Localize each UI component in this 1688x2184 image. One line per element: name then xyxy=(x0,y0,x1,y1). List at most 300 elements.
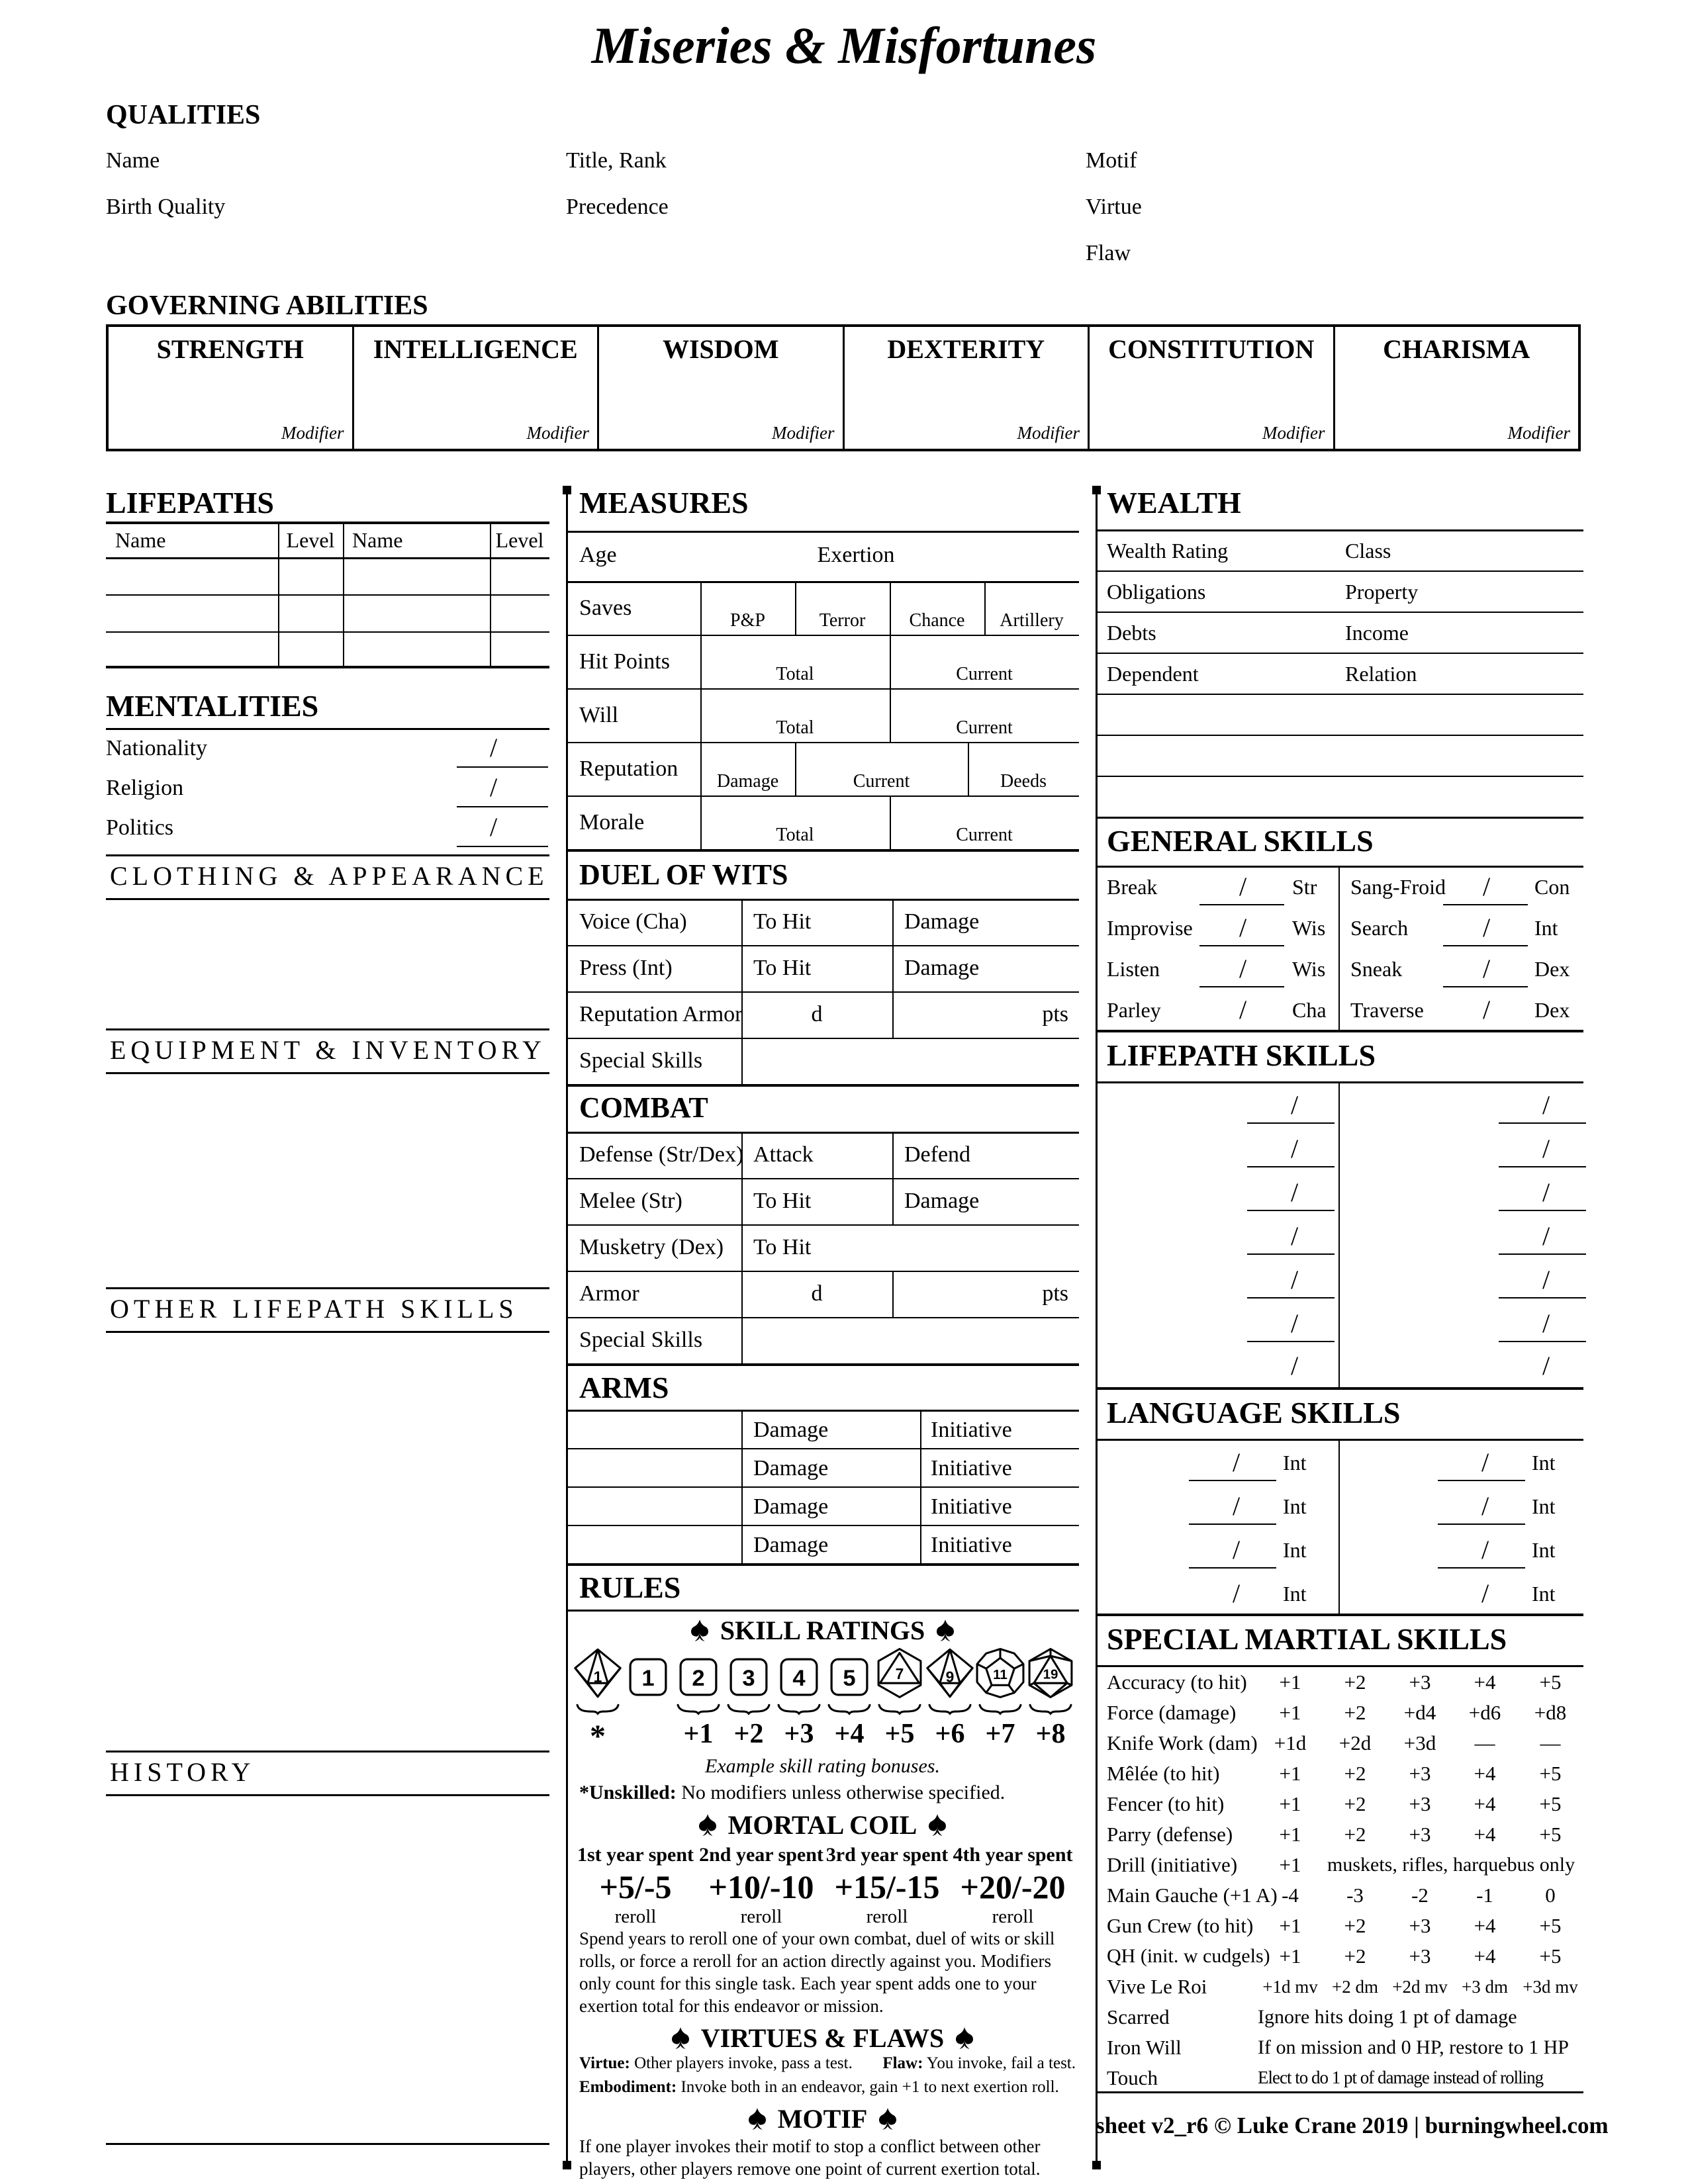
ability-cell-intelligence xyxy=(354,327,600,449)
divider xyxy=(566,796,1079,797)
page-title: Miseries & Misfortunes xyxy=(591,17,1097,74)
divider xyxy=(1096,776,1583,777)
will-total-label: Total xyxy=(776,717,814,738)
press-damage-label: Damage xyxy=(904,956,980,980)
lifepath-skill-slash: / xyxy=(1291,1351,1299,1381)
defense-label: Defense (Str/Dex) xyxy=(579,1142,744,1167)
skill-value: +4 xyxy=(1474,1944,1496,1968)
divider xyxy=(1096,1030,1583,1032)
language-abbr: Int xyxy=(1283,1451,1307,1475)
voice-tohit-label: To Hit xyxy=(753,909,812,934)
scarred-label: Scarred xyxy=(1107,2005,1170,2028)
clothing-appearance-heading: CLOTHING & APPEARANCE xyxy=(110,861,549,891)
brace-slot xyxy=(975,1701,1025,1717)
gun-crew-label: Gun Crew (to hit) xyxy=(1107,1914,1254,1937)
fill-line xyxy=(1189,1567,1276,1569)
fill-line xyxy=(457,806,548,807)
press-label: Press (Int) xyxy=(579,956,673,980)
die-slot xyxy=(774,1647,824,1698)
lifepath-skill-slash: / xyxy=(1291,1221,1299,1251)
language-abbr: Int xyxy=(1532,1538,1556,1562)
fill-line xyxy=(1499,1297,1586,1298)
square-rating-icon xyxy=(627,1656,669,1698)
fill-line xyxy=(1443,945,1528,946)
mortal-coil-col-3 xyxy=(824,1844,950,1928)
lifepath-skill-slash: / xyxy=(1542,1351,1550,1381)
divider xyxy=(106,1751,549,1752)
language-abbr: Int xyxy=(1283,1538,1307,1562)
general-skills-heading: GENERAL SKILLS xyxy=(1107,824,1374,858)
divider xyxy=(106,1794,549,1796)
die-slot xyxy=(874,1647,925,1698)
die-slot xyxy=(925,1647,975,1698)
flaw-note: Flaw: You invoke, fail a test. xyxy=(882,2054,1076,2072)
lifepath-skill-slash: / xyxy=(1542,1308,1550,1338)
improvise-abbr: Wis xyxy=(1292,916,1326,940)
wealth-rating-label: Wealth Rating xyxy=(1107,539,1229,563)
skill-ratings-caption: Example skill rating bonuses. xyxy=(705,1755,940,1777)
language-slash: / xyxy=(1233,1491,1241,1521)
underbrace-icon xyxy=(727,1702,771,1717)
brace-slot xyxy=(573,1701,623,1717)
lifepaths-col-name: Name xyxy=(352,528,403,552)
rep-damage-label: Damage xyxy=(716,771,779,792)
skill-value: +4 xyxy=(1474,1792,1496,1815)
die-slot xyxy=(1025,1647,1076,1698)
relation-label: Relation xyxy=(1345,662,1417,686)
arms-damage-label: Damage xyxy=(753,1533,829,1557)
skill-value: +1 xyxy=(1279,1762,1301,1785)
duel-of-wits-heading: DUEL OF WITS xyxy=(579,858,788,891)
fleuron-icon xyxy=(927,1814,947,1837)
reroll-label: reroll xyxy=(614,1906,657,1927)
mentalities-heading: MENTALITIES xyxy=(106,689,319,723)
traverse-label: Traverse xyxy=(1350,998,1424,1022)
rep-current-label: Current xyxy=(853,771,910,792)
modifier-label: Modifier xyxy=(1507,423,1570,443)
svg-text:3: 3 xyxy=(742,1665,755,1691)
lifepath-skill-slash: / xyxy=(1291,1177,1299,1207)
skill-value: +4 xyxy=(1474,1914,1496,1937)
fleuron-icon xyxy=(878,2108,898,2130)
year-label: 3rd year spent xyxy=(825,1844,949,1866)
divider xyxy=(566,1084,1079,1087)
ability-name: WISDOM xyxy=(662,334,779,364)
fill-line xyxy=(1499,1166,1586,1167)
divider xyxy=(566,849,1079,852)
language-slash: / xyxy=(1233,1535,1241,1565)
divider xyxy=(106,522,549,524)
divider xyxy=(106,728,549,730)
divider xyxy=(1096,1614,1583,1616)
divider xyxy=(566,1271,1079,1272)
divider xyxy=(566,945,1079,946)
skill-value: +1 xyxy=(1279,1792,1301,1815)
ability-name: STRENGTH xyxy=(156,334,304,364)
skill-value: +d4 xyxy=(1403,1701,1436,1724)
nationality-label: Nationality xyxy=(106,736,207,760)
divider xyxy=(566,1132,1079,1134)
skill-slash: / xyxy=(1483,872,1491,901)
main-gauche-label: Main Gauche (+1 A) xyxy=(1107,1884,1278,1907)
lifepaths-heading: LIFEPATHS xyxy=(106,486,274,520)
divider xyxy=(1096,2091,1583,2093)
drill-label: Drill (initiative) xyxy=(1107,1853,1238,1876)
divider xyxy=(1096,817,1583,819)
language-slash: / xyxy=(1233,1578,1241,1608)
ability-cell-constitution xyxy=(1090,327,1335,449)
other-lifepath-skills-heading: OTHER LIFEPATH SKILLS xyxy=(110,1294,518,1324)
dow-special-skills-label: Special Skills xyxy=(579,1048,703,1073)
divider xyxy=(106,898,549,900)
skill-slash: / xyxy=(1239,872,1247,901)
square-rating-icon xyxy=(778,1656,820,1698)
skill-value: +3 xyxy=(1409,1823,1431,1846)
parley-label: Parley xyxy=(1107,998,1161,1022)
divider xyxy=(106,557,549,559)
divider xyxy=(566,1178,1079,1179)
fill-line xyxy=(1189,1524,1276,1525)
voice-damage-label: Damage xyxy=(904,909,980,934)
ability-name: CHARISMA xyxy=(1383,334,1530,364)
brace-slot xyxy=(925,1701,975,1717)
language-abbr: Int xyxy=(1532,1494,1556,1518)
divider-terminal xyxy=(1092,2161,1101,2169)
skill-slash: / xyxy=(1239,954,1247,983)
skill-value: -4 xyxy=(1282,1884,1299,1907)
skill-value: +1 xyxy=(1279,1914,1301,1937)
lifepath-skill-slash: / xyxy=(1542,1221,1550,1251)
fleuron-icon xyxy=(935,1619,955,1642)
svg-text:5: 5 xyxy=(843,1665,856,1691)
divider xyxy=(106,666,549,668)
divider xyxy=(566,1410,1079,1412)
governing-abilities-table xyxy=(106,324,1581,451)
svg-text:1: 1 xyxy=(641,1665,655,1691)
fill-line xyxy=(457,766,548,768)
underbrace-icon xyxy=(878,1702,921,1717)
language-slash: / xyxy=(1481,1447,1489,1477)
fill-line xyxy=(1438,1524,1525,1525)
mortal-coil-col-1 xyxy=(573,1844,698,1928)
fill-line xyxy=(1438,1567,1525,1569)
divider xyxy=(566,1224,1079,1226)
underbrace-icon xyxy=(677,1702,720,1717)
fill-line xyxy=(1247,1253,1335,1255)
title-rank-label: Title, Rank xyxy=(566,148,667,173)
melee-special-label: Mêlée (to hit) xyxy=(1107,1762,1220,1785)
skill-value: +d6 xyxy=(1468,1701,1501,1724)
fill-line xyxy=(1499,1210,1586,1211)
property-label: Property xyxy=(1345,580,1419,604)
fleuron-icon xyxy=(671,2027,690,2050)
brace-slot xyxy=(824,1701,874,1717)
fill-line xyxy=(1247,1122,1335,1124)
d10-die-icon xyxy=(925,1648,975,1698)
skill-slash: / xyxy=(1483,954,1491,983)
knife-work-label: Knife Work (dam) xyxy=(1107,1731,1258,1754)
fill-line xyxy=(1499,1253,1586,1255)
divider xyxy=(566,1363,1079,1366)
fencer-label: Fencer (to hit) xyxy=(1107,1792,1225,1815)
musketry-tohit-label: To Hit xyxy=(753,1235,812,1259)
melee-tohit-label: To Hit xyxy=(753,1189,812,1213)
divider xyxy=(1096,735,1583,736)
mortal-coil-col-4 xyxy=(950,1844,1076,1928)
armor-d-label: d xyxy=(811,1281,823,1306)
religion-label: Religion xyxy=(106,776,184,800)
name-label: Name xyxy=(106,148,160,173)
morale-total-label: Total xyxy=(776,825,814,845)
listen-label: Listen xyxy=(1107,957,1160,981)
divider xyxy=(566,1563,1079,1566)
year-label: 1st year spent xyxy=(577,1844,694,1866)
politics-label: Politics xyxy=(106,815,174,840)
lifepaths-table xyxy=(106,522,549,668)
skill-value: -2 xyxy=(1411,1884,1429,1907)
defense-attack-label: Attack xyxy=(753,1142,814,1167)
underbrace-icon xyxy=(827,1702,871,1717)
reputation-label: Reputation xyxy=(579,756,679,781)
fill-line xyxy=(1247,1166,1335,1167)
bonus-unskilled: * xyxy=(590,1719,606,1754)
press-tohit-label: To Hit xyxy=(753,956,812,980)
skill-value: +3d xyxy=(1403,1731,1436,1754)
qualities-heading: QUALITIES xyxy=(106,100,261,130)
d12-die-icon xyxy=(975,1648,1025,1698)
divider xyxy=(106,1028,549,1030)
brace-slot xyxy=(874,1701,925,1717)
svg-text:1: 1 xyxy=(593,1668,602,1686)
skill-value: 0 xyxy=(1545,1884,1556,1907)
die-slot xyxy=(573,1647,623,1698)
drill-note: muskets, rifles, harquebus only xyxy=(1327,1854,1575,1876)
break-abbr: Str xyxy=(1292,875,1317,899)
underbrace-icon xyxy=(978,1702,1022,1717)
wealth-heading: WEALTH xyxy=(1107,486,1241,520)
skill-value: +5 xyxy=(1539,1914,1562,1937)
skill-value: +2 xyxy=(1344,1914,1366,1937)
bonus-label: +8 xyxy=(1035,1719,1066,1749)
skill-slash: / xyxy=(1239,913,1247,942)
governing-abilities-heading: GOVERNING ABILITIES xyxy=(106,291,428,321)
fleuron-icon xyxy=(698,1814,718,1837)
modifier-label: Modifier xyxy=(1262,423,1325,443)
fill-line xyxy=(1499,1341,1586,1342)
bonus-label: +5 xyxy=(884,1719,915,1749)
divider xyxy=(1338,1081,1340,1387)
age-label: Age xyxy=(579,543,617,567)
divider xyxy=(1096,612,1583,613)
morale-label: Morale xyxy=(579,810,645,835)
fill-line xyxy=(1247,1210,1335,1211)
skill-slash: / xyxy=(1483,995,1491,1024)
skill-value: +3 xyxy=(1409,1944,1431,1968)
divider xyxy=(106,2143,549,2145)
combat-heading: COMBAT xyxy=(579,1091,708,1124)
search-label: Search xyxy=(1350,916,1409,940)
language-slash: / xyxy=(1481,1535,1489,1565)
embodiment-note: Embodiment: Invoke both in an endeavor, gain +1 to next exertion roll. xyxy=(579,2078,1059,2096)
mortal-coil-heading-row xyxy=(566,1809,1079,1841)
year-label: 4th year spent xyxy=(953,1844,1073,1866)
sneak-abbr: Dex xyxy=(1534,957,1570,981)
obligations-label: Obligations xyxy=(1107,580,1206,604)
modifier-label: Modifier xyxy=(772,423,835,443)
divider xyxy=(106,854,549,856)
debts-label: Debts xyxy=(1107,621,1156,645)
touch-note: Elect to do 1 pt of damage instead of rolling xyxy=(1258,2068,1544,2087)
skill-value: +2 xyxy=(1344,1823,1366,1846)
qh-label: QH (init. w cudgels) xyxy=(1107,1945,1270,1967)
lifepaths-col-level: Level xyxy=(495,528,544,552)
divider xyxy=(106,1287,549,1289)
fill-line xyxy=(1438,1480,1525,1481)
skill-value: +4 xyxy=(1474,1670,1496,1694)
saves-artillery-label: Artillery xyxy=(1000,610,1064,631)
divider xyxy=(1338,866,1340,1030)
brace-slot xyxy=(724,1701,774,1717)
break-label: Break xyxy=(1107,875,1158,899)
virtues-flaws-heading: VIRTUES & FLAWS xyxy=(700,2023,945,2053)
skill-value: +5 xyxy=(1539,1670,1562,1694)
skill-slash: / xyxy=(1483,913,1491,942)
svg-text:9: 9 xyxy=(945,1668,955,1686)
lifepath-skill-slash: / xyxy=(1291,1265,1299,1295)
skill-value: +2d mv xyxy=(1392,1977,1448,1997)
skill-value: +3 dm xyxy=(1462,1977,1508,1997)
divider xyxy=(1338,1439,1340,1614)
parley-abbr: Cha xyxy=(1292,998,1327,1022)
square-rating-icon xyxy=(828,1656,870,1698)
bonus-label: +1 xyxy=(683,1719,714,1749)
fill-line xyxy=(457,846,548,847)
skill-value: +3d mv xyxy=(1523,1977,1578,1997)
arms-damage-label: Damage xyxy=(753,1418,829,1442)
svg-text:7: 7 xyxy=(895,1665,904,1683)
history-heading: HISTORY xyxy=(110,1757,256,1787)
fill-line xyxy=(1189,1480,1276,1481)
rep-armor-d-label: d xyxy=(811,1002,823,1026)
square-rating-icon xyxy=(677,1656,720,1698)
iron-will-note: If on mission and 0 HP, restore to 1 HP xyxy=(1258,2036,1569,2058)
motif-label: Motif xyxy=(1086,148,1137,173)
skill-value: +2 xyxy=(1344,1670,1366,1694)
virtues-flaws-heading-row xyxy=(566,2023,1079,2054)
lifepath-skill-slash: / xyxy=(1542,1265,1550,1295)
improvise-label: Improvise xyxy=(1107,916,1193,940)
svg-text:2: 2 xyxy=(692,1665,705,1691)
lifepath-skill-slash: / xyxy=(1291,1308,1299,1338)
skill-value: +2 dm xyxy=(1332,1977,1378,1997)
flaw-label: Flaw xyxy=(1086,241,1131,265)
sang-froid-abbr: Con xyxy=(1534,875,1570,899)
year-value: +20/-20 xyxy=(960,1868,1066,1905)
die-slot xyxy=(673,1647,724,1698)
divider xyxy=(106,631,549,633)
class-label: Class xyxy=(1345,539,1391,563)
will-label: Will xyxy=(579,703,619,727)
rules-heading: RULES xyxy=(579,1570,681,1604)
fill-line xyxy=(1499,1122,1586,1124)
fill-line xyxy=(1247,1341,1335,1342)
saves-terror-label: Terror xyxy=(819,610,866,631)
underbrace-icon xyxy=(928,1702,972,1717)
svg-text:19: 19 xyxy=(1043,1666,1058,1682)
skill-ratings-heading-row xyxy=(566,1615,1079,1646)
bonus-label: +3 xyxy=(784,1719,814,1749)
virtue-flaw-line xyxy=(579,2054,1076,2073)
melee-damage-label: Damage xyxy=(904,1189,980,1213)
skill-value: +5 xyxy=(1539,1792,1562,1815)
ability-cell-strength xyxy=(109,327,354,449)
bonus-label: +7 xyxy=(985,1719,1015,1749)
bonus-empty xyxy=(623,1718,673,1754)
divider xyxy=(1096,1387,1583,1390)
precedence-label: Precedence xyxy=(566,195,669,219)
underbrace-icon xyxy=(1029,1702,1072,1717)
modifier-label: Modifier xyxy=(526,423,589,443)
hp-current-label: Current xyxy=(956,664,1013,684)
underbrace-icon xyxy=(777,1702,821,1717)
reroll-label: reroll xyxy=(740,1906,782,1927)
divider xyxy=(566,742,1079,743)
reroll-label: reroll xyxy=(992,1906,1034,1927)
lifepath-skills-heading: LIFEPATH SKILLS xyxy=(1107,1038,1376,1072)
hp-total-label: Total xyxy=(776,664,814,684)
politics-slash: / xyxy=(490,812,498,842)
force-label: Force (damage) xyxy=(1107,1701,1237,1724)
iron-will-label: Iron Will xyxy=(1107,2036,1182,2059)
brace-row xyxy=(573,1701,1076,1717)
bonus-label: +4 xyxy=(834,1719,865,1749)
brace-slot-empty xyxy=(623,1701,673,1717)
divider-terminal xyxy=(1092,486,1101,494)
fill-line xyxy=(1199,904,1284,905)
religion-slash: / xyxy=(490,772,498,802)
divider xyxy=(106,1331,549,1333)
brace-slot xyxy=(774,1701,824,1717)
special-martial-skills-heading: SPECIAL MARTIAL SKILLS xyxy=(1107,1622,1507,1656)
ability-cell-wisdom xyxy=(599,327,845,449)
skill-value: +5 xyxy=(1539,1944,1562,1968)
die-slot xyxy=(623,1647,673,1698)
skill-value: +4 xyxy=(1474,1823,1496,1846)
musketry-label: Musketry (Dex) xyxy=(579,1235,724,1259)
ability-name: DEXTERITY xyxy=(887,334,1045,364)
skill-value: +3 xyxy=(1409,1914,1431,1937)
accuracy-label: Accuracy (to hit) xyxy=(1107,1670,1247,1694)
ability-name: INTELLIGENCE xyxy=(373,334,578,364)
language-slash: / xyxy=(1481,1578,1489,1608)
armor-label: Armor xyxy=(579,1281,639,1306)
svg-text:4: 4 xyxy=(792,1665,806,1691)
exertion-label: Exertion xyxy=(817,543,895,567)
skill-value: +3 xyxy=(1409,1792,1431,1815)
divider xyxy=(566,1525,1079,1526)
die-slot xyxy=(975,1647,1025,1698)
morale-current-label: Current xyxy=(956,825,1013,845)
skill-value: +1 xyxy=(1279,1853,1301,1876)
die-slot xyxy=(724,1647,774,1698)
skill-value: +5 xyxy=(1539,1762,1562,1785)
mortal-coil-col-2 xyxy=(698,1844,824,1928)
defense-defend-label: Defend xyxy=(904,1142,971,1167)
skill-value: -1 xyxy=(1476,1884,1493,1907)
arms-initiative-label: Initiative xyxy=(931,1533,1012,1557)
skill-value: +2 xyxy=(1344,1701,1366,1724)
motif-heading: MOTIF xyxy=(777,2104,868,2134)
